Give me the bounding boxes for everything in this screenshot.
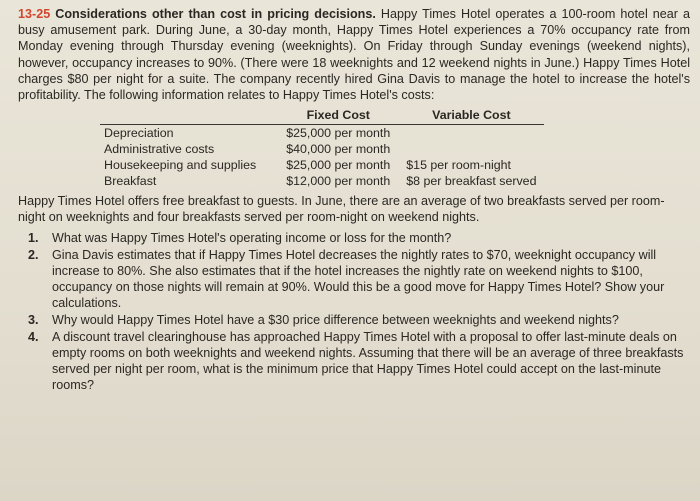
variable-cost-cell: $15 per room-night: [406, 158, 511, 173]
problem-text: Happy Times Hotel operates a 100-room hotel near a busy amusement park. During June, a 30-day month, Happy Times Hotel experiences a 70% occupancy rate from Monday evening through Thursday evening (weeknights). On Friday through Sunday evenings (weekend nights), however, occupancy increases to 90%. (There were 18 weeknights and 12 weekend nights in June.) Happy Times Hotel charges $80 per night for a suite. The company recently hired Gina Davis to manage the hotel to increase the hotel's profitability. The following information relates to Happy Times Hotel's costs:: [18, 7, 691, 103]
variable-cost-cell: [398, 125, 544, 142]
problem-intro: [18, 6, 690, 103]
question-list: [18, 230, 690, 393]
row-label: Depreciation: [104, 126, 174, 141]
row-label: Breakfast: [104, 174, 157, 189]
table-row: [100, 125, 544, 142]
variable-cost-cell: $8 per breakfast served: [406, 174, 537, 189]
header-fixed-cost: Fixed Cost: [278, 108, 398, 125]
row-label: Administrative costs: [104, 142, 215, 157]
list-item: [18, 247, 690, 311]
problem-number: 13-25: [18, 7, 51, 21]
list-item: [18, 329, 690, 393]
problem-title: Considerations other than cost in pricing decisions.: [55, 7, 376, 21]
fixed-cost-cell: $25,000 per month: [286, 158, 391, 173]
header-variable-cost: Variable Cost: [398, 108, 544, 125]
cost-table: [100, 108, 544, 189]
question-text: Gina Davis estimates that if Happy Times Hotel decreases the nightly rates to $70, weeknight occupancy will increase to 80%. She also estimates that if the hotel increases the nightly rate on weekend nights to $100, occupancy on those nights will remain at 90%. Would this be a good move for Happy Times Hotel? Show your calculations.: [52, 247, 665, 310]
cost-table-header: [100, 108, 544, 125]
fixed-cost-cell: $25,000 per month: [286, 126, 391, 141]
breakfast-paragraph: Happy Times Hotel offers free breakfast to guests. In June, there are an average of two breakfasts served per room-night on weeknights and four breakfasts served per room-night on weekend nights.: [18, 194, 665, 225]
variable-cost-cell: [398, 141, 544, 157]
question-number: 3.: [28, 312, 39, 327]
question-number: 4.: [28, 329, 39, 344]
row-label: Housekeeping and supplies: [104, 158, 257, 173]
question-text: Why would Happy Times Hotel have a $30 price difference between weeknights and weekend nights?: [52, 312, 619, 327]
table-row: [100, 141, 544, 157]
fixed-cost-cell: $12,000 per month: [286, 174, 391, 189]
table-row: [100, 173, 544, 189]
question-text: What was Happy Times Hotel's operating income or loss for the month?: [52, 230, 452, 245]
question-number: 1.: [28, 230, 39, 245]
question-number: 2.: [28, 247, 39, 262]
list-item: [18, 312, 690, 328]
list-item: [18, 230, 690, 246]
header-blank: [100, 108, 278, 125]
question-text: A discount travel clearinghouse has approached Happy Times Hotel with a proposal to offer last-minute deals on empty rooms on both weeknights and weekend nights. Assuming that there will be an average of three breakfasts served per night per room, what is the minimum price that Happy Times Hotel could accept on the last-minute rooms?: [52, 329, 684, 392]
fixed-cost-cell: $40,000 per month: [286, 142, 391, 157]
table-row: [100, 157, 544, 173]
